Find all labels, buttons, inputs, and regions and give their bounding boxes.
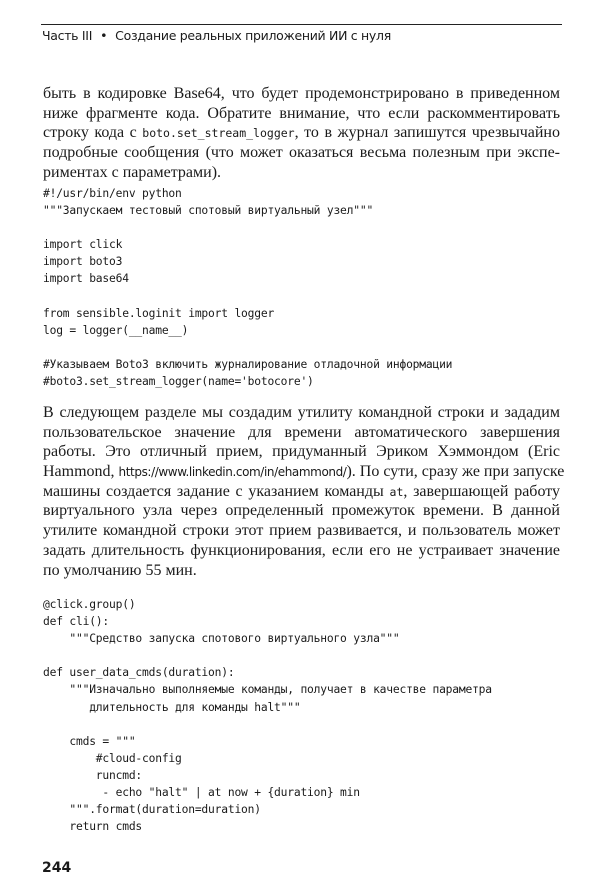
code-line: #!/usr/bin/env python bbox=[43, 187, 182, 200]
part-label: Часть III bbox=[42, 28, 93, 43]
paragraph-intro bbox=[43, 84, 560, 182]
text-segment: В следующем разделе мы создадим утилиту командной строки и зададим bbox=[43, 404, 560, 421]
running-header bbox=[42, 28, 391, 43]
text-line bbox=[43, 561, 560, 581]
text-segment: риментах с параметрами). bbox=[43, 163, 222, 181]
text-line bbox=[43, 84, 560, 104]
code-line: длительность для команды halt""" bbox=[43, 700, 301, 714]
text-segment: , то в журнал запишутся чрезвычайно bbox=[294, 124, 560, 142]
text-segment: ниже фрагменте кода. Обратите внимание, что если раскомментировать bbox=[43, 104, 560, 122]
code-line: #boto3.set_stream_logger(name='botocore') bbox=[43, 375, 314, 389]
page-number: 244 bbox=[42, 860, 72, 876]
text-segment: Hammond, bbox=[43, 463, 119, 481]
code-line: import click bbox=[43, 238, 123, 252]
code-line: - echo "halt" | at now + {duration} min bbox=[43, 786, 360, 800]
text-segment: пользовательское значение для времени автоматического завершения bbox=[43, 423, 560, 441]
code-line: def user_data_cmds(duration): bbox=[43, 666, 235, 680]
code-line: runcmd: bbox=[43, 768, 143, 782]
code-line: #Указываем Boto3 включить журналирование отладочной информации bbox=[43, 357, 453, 371]
text-line bbox=[43, 163, 560, 183]
text-segment: машины создается задание с указанием команды bbox=[43, 482, 390, 500]
text-segment: работы. Это отличный прием, придуманный Эриком Хэммондом (Eric bbox=[43, 443, 560, 461]
link[interactable]: https://www.linkedin.com/in/ehammond/ bbox=[118, 465, 347, 480]
text-line bbox=[43, 143, 560, 163]
text-line bbox=[43, 521, 560, 541]
code-line bbox=[43, 288, 560, 305]
text-segment: виртуального узла через определенный промежуток времени. В данной bbox=[43, 502, 560, 520]
text-segment: подробные сообщения (что может оказаться весьма полезным при экспе- bbox=[43, 144, 560, 162]
code-line: log = logger(__name__) bbox=[43, 323, 189, 337]
code-line bbox=[43, 647, 560, 664]
code-line bbox=[43, 716, 560, 733]
text-line bbox=[43, 423, 560, 443]
text-segment: по умолчанию 55 мин. bbox=[43, 561, 197, 579]
text-line bbox=[43, 482, 560, 502]
inline-code: boto.set_stream_logger bbox=[142, 126, 295, 141]
paragraph-autoshutdown bbox=[43, 403, 565, 580]
text-segment: ). По сути, сразу же при запуске bbox=[346, 463, 565, 481]
text-line bbox=[43, 104, 560, 124]
text-line bbox=[43, 462, 565, 482]
code-line: @click.group() bbox=[43, 598, 136, 611]
code-line bbox=[43, 339, 560, 356]
code-line: #cloud-config bbox=[43, 751, 182, 765]
code-line bbox=[43, 219, 560, 236]
text-line bbox=[43, 123, 560, 143]
text-segment: , завершающей работу bbox=[403, 482, 561, 500]
text-segment: строку кода с bbox=[43, 124, 143, 142]
inline-code: at bbox=[389, 484, 404, 499]
code-line: """.format(duration=duration) bbox=[43, 803, 261, 817]
text-line bbox=[43, 501, 560, 521]
bullet: • bbox=[100, 28, 108, 43]
code-line: return cmds bbox=[43, 820, 143, 834]
code-line: """Средство запуска спотового виртуального узла""" bbox=[43, 632, 400, 646]
code-line: import base64 bbox=[43, 272, 129, 286]
text-segment: быть в кодировке Base64, что будет продемонстрировано в приведенном bbox=[43, 85, 560, 102]
code-listing-imports bbox=[43, 185, 560, 390]
code-line: """Запускаем тестовый спотовый виртуальный узел""" bbox=[43, 204, 374, 218]
text-line bbox=[43, 403, 560, 423]
code-line: from sensible.loginit import logger bbox=[43, 306, 275, 320]
code-line: """Изначально выполняемые команды, получает в качестве параметра bbox=[43, 683, 492, 697]
code-line: def cli(): bbox=[43, 615, 110, 629]
chapter-title: Создание реальных приложений ИИ с нуля bbox=[115, 28, 391, 43]
text-segment: задать длительность функционирования, если его не устраивает значение bbox=[43, 541, 560, 559]
text-line bbox=[43, 442, 560, 462]
code-line: import boto3 bbox=[43, 255, 123, 269]
code-line: cmds = """ bbox=[43, 734, 136, 748]
header-rule bbox=[41, 24, 562, 25]
text-line bbox=[43, 541, 560, 561]
text-segment: утилите командной строки этот прием развивается, и пользователь может bbox=[43, 522, 560, 540]
code-listing-cli bbox=[43, 596, 560, 835]
